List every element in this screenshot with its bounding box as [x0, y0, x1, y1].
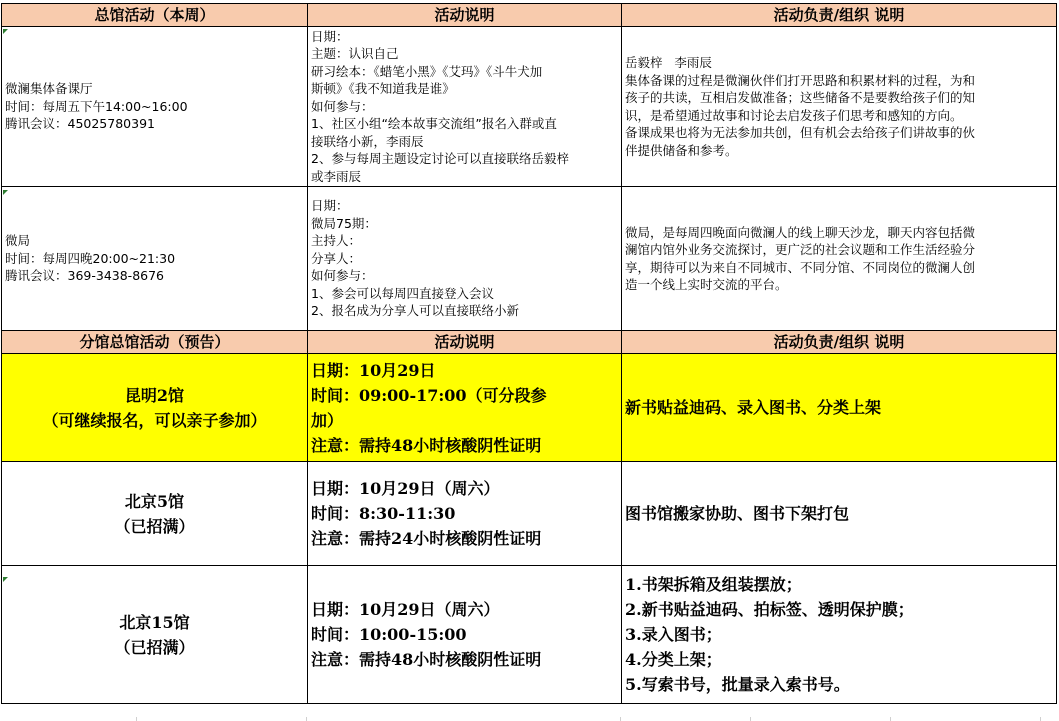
- header-cell-description[interactable]: 活动说明: [308, 4, 622, 27]
- cell-line: 4.分类上架；: [625, 650, 722, 669]
- cell-line: 腾讯会议：45025780391: [5, 116, 155, 132]
- gridline: [136, 717, 137, 721]
- header-cell-organizer[interactable]: 活动负责/组织 说明: [622, 4, 1057, 27]
- gridline: [620, 717, 621, 721]
- table-row-highlighted: [2, 354, 1057, 462]
- header-cell-branch-organizer[interactable]: 活动负责/组织 说明: [622, 331, 1057, 354]
- cell-line: （已招满）: [114, 516, 195, 536]
- cell-line: 时间：8:30-11:30: [311, 504, 456, 523]
- table-row: [2, 462, 1057, 566]
- comment-marker-icon[interactable]: [3, 29, 8, 34]
- cell-line: 5.写索书号，批量录入索书号。: [625, 675, 850, 694]
- branch-organizer-cell[interactable]: [622, 566, 1057, 704]
- cell-line: 岳毅梓 李雨辰: [625, 55, 712, 70]
- cell-line: 1.书架拆箱及组装摆放；: [625, 575, 802, 594]
- gridline: [750, 717, 751, 721]
- cell-line: 集体备课的过程是微澜伙伴们打开思路和积累材料的过程，为和: [625, 72, 976, 88]
- cell-line: 微澜集体备课厅: [5, 81, 93, 97]
- branch-organizer-cell[interactable]: [622, 354, 1057, 462]
- branch-name-cell[interactable]: [2, 354, 308, 462]
- cell-line: 日期：10月29日: [311, 360, 436, 380]
- next-row-gridlines: [0, 717, 1059, 721]
- cell-line: 3.录入图书；: [625, 625, 722, 644]
- cell-line: 识，是希望通过故事和讨论去启发孩子们思考和感知的方向。: [625, 107, 963, 123]
- cell-line: 备课成果也将为无法参加共创，但有机会去给孩子们讲故事的伙: [625, 125, 976, 140]
- cell-line: 时间：09:00-17:00（可分段参: [311, 385, 547, 405]
- cell-line: 时间：每周四晚20:00~21:30: [5, 250, 176, 266]
- gridline: [1040, 717, 1041, 721]
- activity-name-cell[interactable]: [2, 27, 308, 187]
- table-row: [2, 566, 1057, 704]
- header-cell-branch-description[interactable]: 活动说明: [308, 331, 622, 354]
- header-cell-activity[interactable]: 总馆活动（本周）: [2, 4, 308, 27]
- cell-line: 研习绘本：《蜡笔小黑》《艾玛》《斗牛犬加: [311, 63, 543, 79]
- cell-line: 微局75期：: [311, 215, 377, 231]
- activity-description-cell[interactable]: [308, 27, 622, 187]
- cell-line: 伴提供储备和参考。: [625, 142, 738, 158]
- cell-line: 1、社区小组“绘本故事交流组”报名入群或直: [311, 116, 557, 132]
- cell-line: 注意：需持24小时核酸阴性证明: [311, 529, 542, 548]
- cell-line: 2、报名成为分享人可以直接联络小新: [311, 303, 519, 319]
- cell-line: 接联络小新，李雨辰: [311, 133, 424, 149]
- cell-line: 主题：认识自己: [311, 46, 399, 62]
- branch-name-cell[interactable]: [2, 462, 308, 566]
- cell-line: 孩子的共读，互相启发做准备；这些储备不是要教给孩子们的知: [625, 90, 976, 105]
- cell-line: 澜馆内馆外业务交流探讨，更广泛的社会议题和工作生活经验分: [625, 242, 976, 257]
- cell-line: 1、参会可以每周四直接登入会议: [311, 285, 494, 301]
- cell-line: 如何参与：: [311, 268, 374, 284]
- cell-line: 或李雨辰: [311, 168, 362, 184]
- table-row: [2, 27, 1057, 187]
- cell-line: 日期：10月29日（周六）: [311, 479, 500, 498]
- cell-line: 微局，是每周四晚面向微澜人的线上聊天沙龙，聊天内容包括微: [625, 224, 976, 240]
- cell-line: 腾讯会议：369-3438-8676: [5, 268, 165, 284]
- cell-line: 时间：每周五下午14:00~16:00: [5, 98, 188, 114]
- cell-line: 2.新书贴益迪码、拍标签、透明保护膜；: [625, 600, 914, 619]
- cell-line: 享，期待可以为来自不同城市、不同分馆、不同岗位的微澜人创: [625, 259, 976, 275]
- activity-name-cell[interactable]: [2, 187, 308, 331]
- header-row-main: [2, 4, 1057, 27]
- cell-line: （可继续报名，可以亲子参加）: [42, 410, 267, 430]
- cell-line: 日期：: [311, 198, 349, 214]
- branch-organizer-cell[interactable]: [622, 462, 1057, 566]
- table-row: [2, 187, 1057, 331]
- cell-line: 注意：需持48小时核酸阴性证明: [311, 650, 542, 669]
- cell-line: 如何参与：: [311, 98, 374, 114]
- cell-line: 昆明2馆: [124, 385, 185, 405]
- branch-name-cell[interactable]: [2, 566, 308, 704]
- gridline: [306, 717, 307, 721]
- gridline: [890, 717, 891, 721]
- branch-description-cell[interactable]: [308, 462, 622, 566]
- cell-line: 日期：10月29日（周六）: [311, 600, 500, 619]
- branch-description-cell[interactable]: [308, 566, 622, 704]
- cell-line: 北京15馆: [119, 612, 190, 632]
- cell-line: 造一个线上实时交流的平台。: [625, 277, 788, 292]
- comment-marker-icon[interactable]: [3, 577, 8, 582]
- cell-line: 注意：需持48小时核酸阴性证明: [311, 435, 542, 455]
- cell-line: 时间：10:00-15:00: [311, 625, 467, 644]
- cell-line: 斯顿》《我不知道我是谁》: [311, 81, 455, 97]
- cell-line: 新书贴益迪码、录入图书、分类上架: [625, 398, 882, 417]
- cell-line: 微局: [5, 233, 31, 249]
- header-row-branch: [2, 331, 1057, 354]
- cell-line: （已招满）: [114, 637, 195, 657]
- header-cell-branch-activity[interactable]: 分馆总馆活动（预告）: [2, 331, 308, 354]
- activity-organizer-cell[interactable]: [622, 187, 1057, 331]
- cell-line: 2、参与每周主题设定讨论可以直接联络岳毅梓: [311, 151, 569, 167]
- activity-table: [1, 3, 1057, 704]
- cell-line: 日期：: [311, 28, 349, 44]
- comment-marker-icon[interactable]: [3, 190, 8, 195]
- cell-line: 北京5馆: [124, 491, 185, 511]
- activity-description-cell[interactable]: [308, 187, 622, 331]
- activity-organizer-cell[interactable]: [622, 27, 1057, 187]
- cell-line: 分享人：: [311, 250, 362, 266]
- branch-description-cell[interactable]: [308, 354, 622, 462]
- cell-line: 主持人：: [311, 233, 362, 249]
- cell-line: 图书馆搬家协助、图书下架打包: [625, 504, 850, 523]
- cell-line: 加）: [311, 410, 344, 430]
